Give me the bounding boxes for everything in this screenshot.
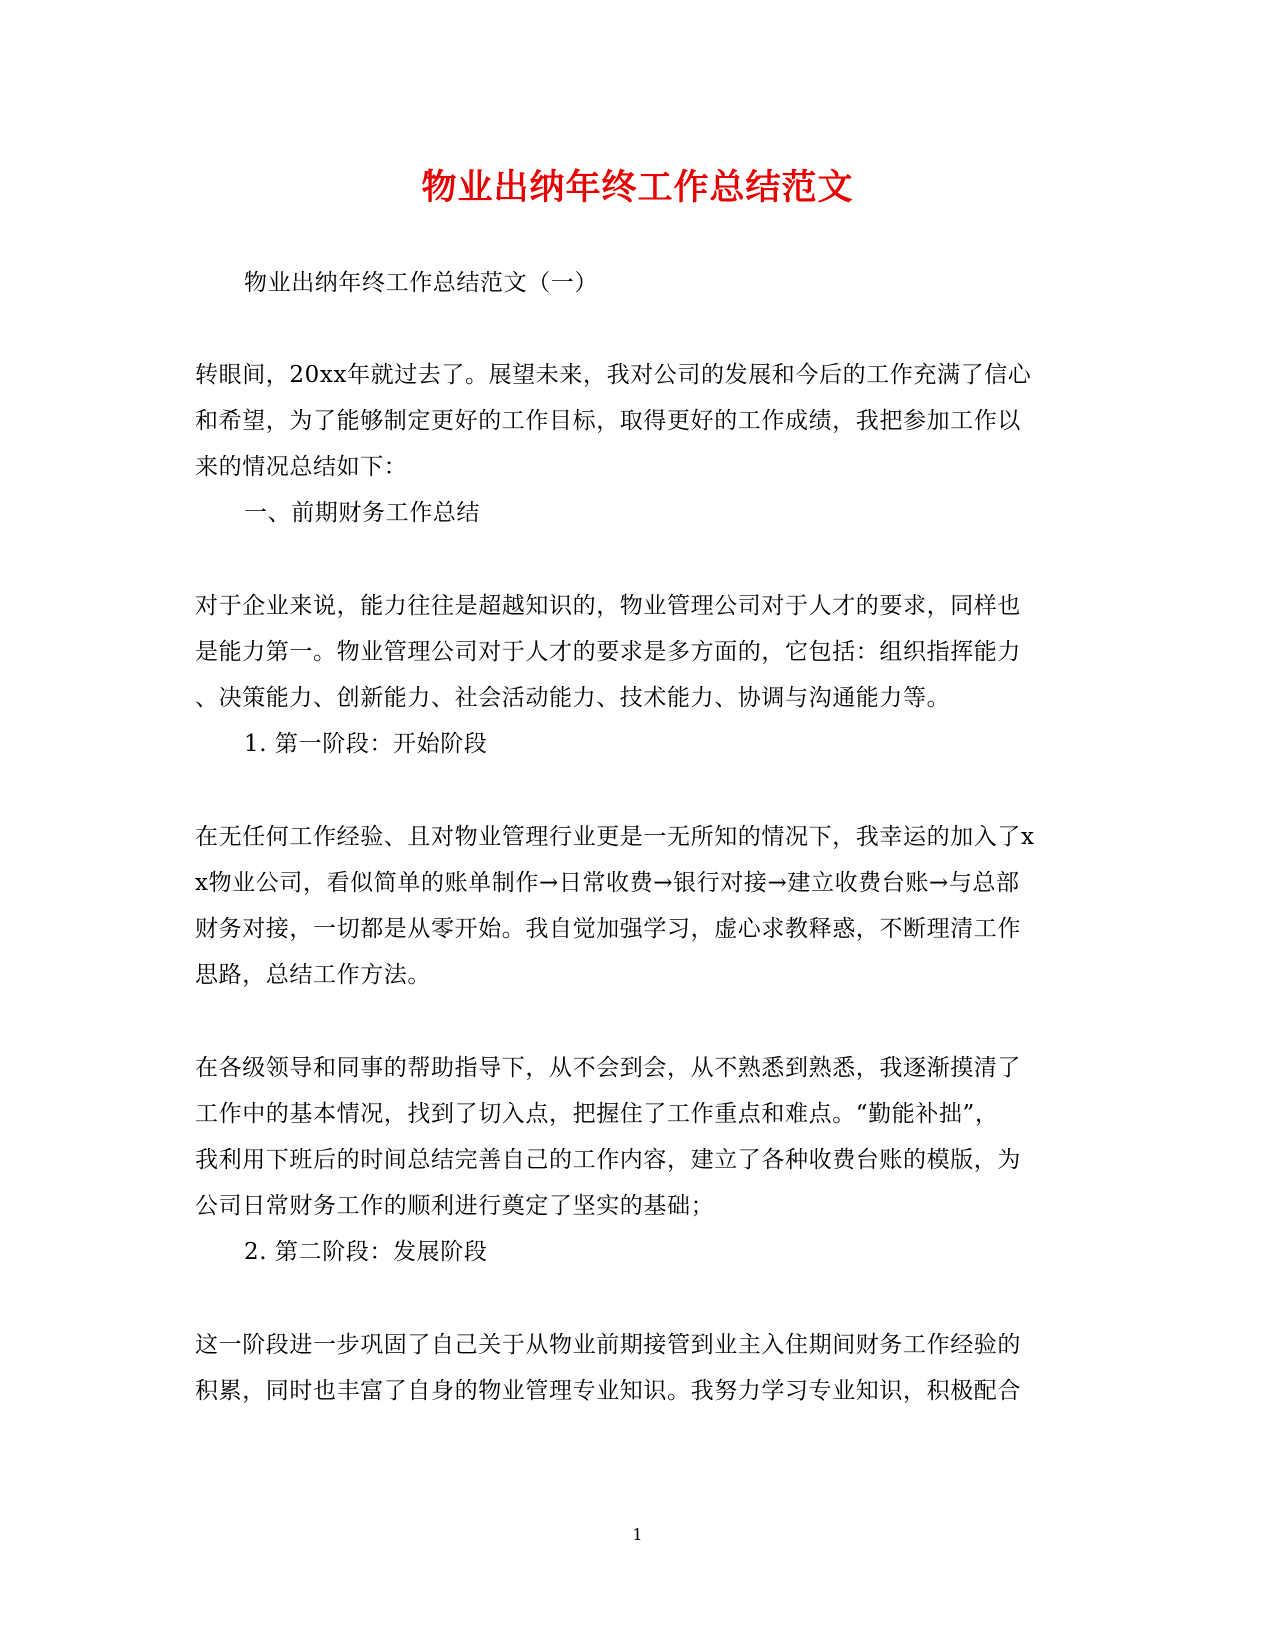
paragraph-line: 在无任何工作经验、且对物业管理行业更是一无所知的情况下，我幸运的加入了x xyxy=(195,824,1035,850)
paragraph-line: 公司日常财务工作的顺利进行奠定了坚实的基础； xyxy=(195,1193,715,1219)
paragraph-line: 来的情况总结如下： xyxy=(195,454,408,480)
paragraph-line: 积累，同时也丰富了自身的物业管理专业知识。我努力学习专业知识，积极配合 xyxy=(195,1378,1021,1404)
paragraph-line: 在各级领导和同事的帮助指导下，从不会到会，从不熟悉到熟悉，我逐渐摸清了 xyxy=(195,1055,1021,1081)
paragraph-line: 思路，总结工作方法。 xyxy=(195,962,431,988)
document-subtitle: 物业出纳年终工作总结范文（一） xyxy=(244,270,598,296)
paragraph-line: 财务对接，一切都是从零开始。我自觉加强学习，虚心求教释惑，不断理清工作 xyxy=(195,916,1021,942)
section-heading: 一、前期财务工作总结 xyxy=(244,500,480,526)
paragraph-line: 工作中的基本情况，找到了切入点，把握住了工作重点和难点。“勤能补拙”， xyxy=(195,1101,999,1127)
paragraph-line: 、决策能力、创新能力、社会活动能力、技术能力、协调与沟通能力等。 xyxy=(195,685,951,711)
page-number: 1 xyxy=(632,1525,643,1544)
subsection-heading: 2. 第二阶段：发展阶段 xyxy=(244,1239,488,1265)
document-title: 物业出纳年终工作总结范文 xyxy=(421,167,854,208)
paragraph-line: 转眼间，20xx年就过去了。展望未来，我对公司的发展和今后的工作充满了信心 xyxy=(195,362,1032,388)
paragraph-line: 是能力第一。物业管理公司对于人才的要求是多方面的，它包括：组织指挥能力 xyxy=(195,639,1021,665)
paragraph-line: x物业公司，看似简单的账单制作→日常收费→银行对接→建立收费台账→与总部 xyxy=(195,870,1020,896)
paragraph-line: 我利用下班后的时间总结完善自己的工作内容，建立了各种收费台账的模版，为 xyxy=(195,1147,1021,1173)
paragraph-line: 这一阶段进一步巩固了自己关于从物业前期接管到业主入住期间财务工作经验的 xyxy=(195,1332,1021,1358)
paragraph-line: 和希望，为了能够制定更好的工作目标，取得更好的工作成绩，我把参加工作以 xyxy=(195,408,1021,434)
subsection-heading: 1. 第一阶段：开始阶段 xyxy=(244,731,488,757)
paragraph-line: 对于企业来说，能力往往是超越知识的，物业管理公司对于人才的要求，同样也 xyxy=(195,593,1021,619)
